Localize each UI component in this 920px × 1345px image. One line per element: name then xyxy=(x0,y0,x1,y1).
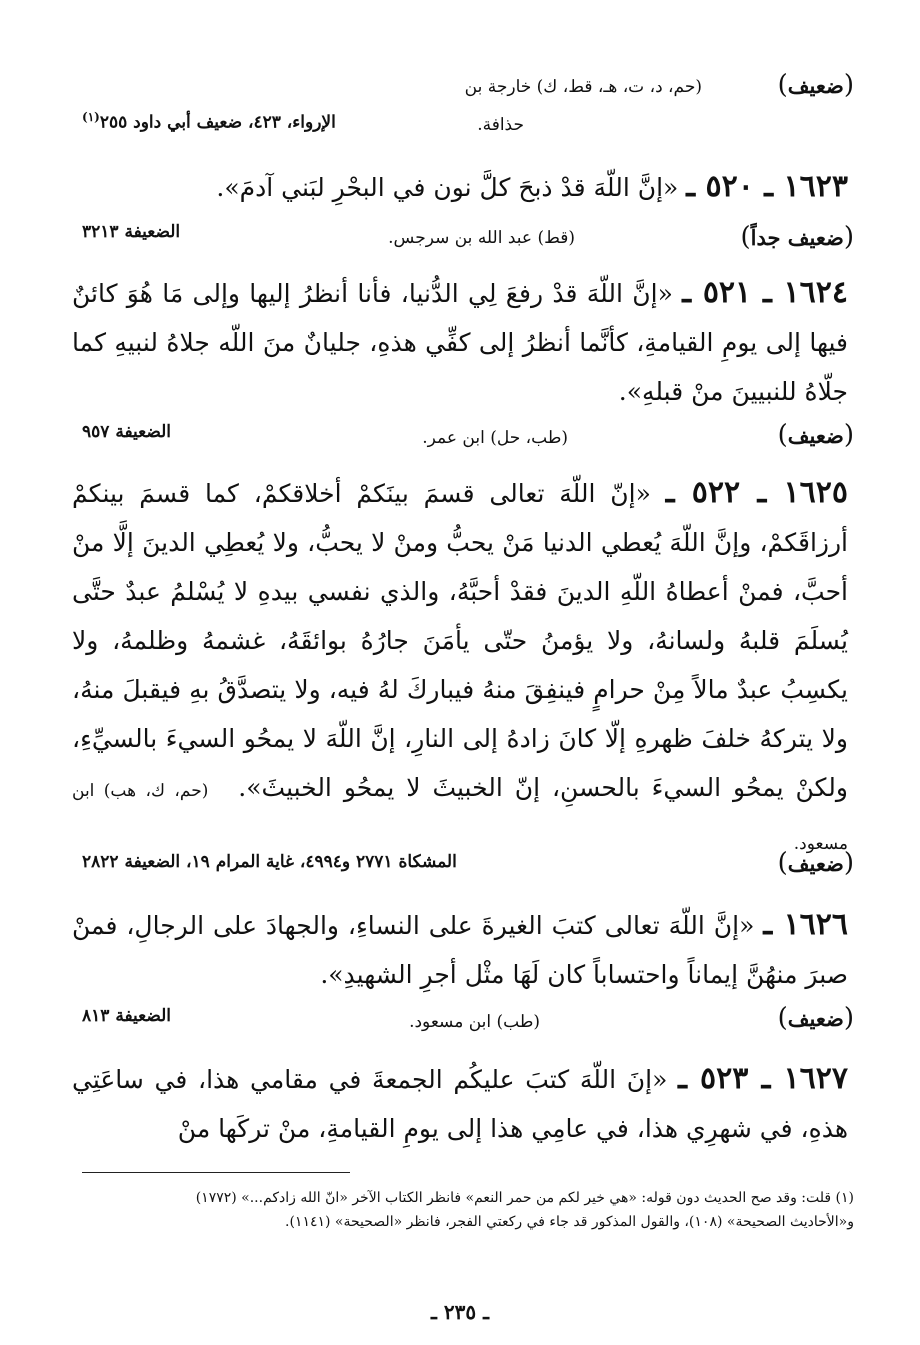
hadith-entry-1624 xyxy=(72,268,848,416)
hadith-entry-1626 xyxy=(72,900,848,999)
hadith-entry-1625 xyxy=(72,468,848,869)
footnote-line: و«الأحاديث الصحيحة» (١٠٨)، والقول المذكور قد جاء في ركعتي الفجر، فانظر «الصحيحة» (١١٤١). xyxy=(285,1214,854,1230)
hadith-number: ١٦٢٧ ـ ٥٢٣ ـ xyxy=(678,1061,848,1096)
hadith-text: «إنَّ اللّهَ قدْ رفعَ لِي الدُّنيا، فأنا أنظرُ إليها وإلى مَا هُوَ كائنٌ فيها إلى يومِ القيامةِ، كأنَّما أنظرُ إلى كفِّي هذهِ، جليانٌ منَ اللّه جلاهُ لنبيهِ كما جلّاهُ للنبيينَ منْ قبلهِ». xyxy=(72,279,848,406)
hadith-text: «إنّ اللّهَ تعالى قسمَ بينَكمْ أخلاقكمْ، كما قسمَ بينكمْ أرزاقَكمْ، وإنَّ اللّهَ يُعطي الدنيا مَنْ يحبُّ ومنْ لا يحبُّ، ولا يُعطِي الدينَ إلَّا منْ أحبَّ، فمنْ أعطاهُ اللّهِ الدينَ فقدْ أحبَّهُ، والذي نفسي بيدهِ لا يُسْلمُ عبدٌ حتَّى يُسلَمَ قلبهُ ولسانهُ، ولا يؤمنُ حتّى يأمَنَ جارُهُ بوائقَهُ، غشمهُ وظلمهُ، ولا يكسِبُ عبدٌ مالاً مِنْ حرامٍ فينفِقَ منهُ فيباركَ لهُ فيه، ولا يتصدَّقُ بهِ فيقبلَ منهُ، ولا يتركهُ خلفَ ظهرهِ إلّا كانَ زادهُ إلى النارِ، إنَّ اللّهَ لا يمحُو السيءَ بالسيِّءِ، ولكنْ يمحُو السيءَ بالحسنِ، إنّ الخبيثَ لا يمحُو الخبيثَ». xyxy=(72,479,848,802)
reference-line: المشكاة ٢٧٧١ و٤٩٩٤، غاية المرام ١٩، الضعيفة ٢٨٢٢ xyxy=(82,852,457,872)
footnote xyxy=(64,1186,854,1234)
hadith-text: «إنَّ اللّهَ تعالى كتبَ الغيرةَ على النساءِ، والجهادَ على الرجالِ، فمنْ صبرَ منهُنَّ إيماناً واحتساباً كان لَهَا مثْل أجرِ الشهيدِ». xyxy=(72,911,848,989)
grade-label: (ضعيف) xyxy=(777,1003,854,1033)
footnote-marker: (١) xyxy=(82,110,100,124)
reference-line: الضعيفة ٣٢١٣ xyxy=(82,222,181,242)
footnote-divider xyxy=(82,1172,350,1173)
grade-label: (ضعيف) xyxy=(777,848,854,878)
reference-line: الضعيفة ٨١٣ xyxy=(82,1006,172,1026)
hadith-text: «إنَ اللّهَ كتبَ عليكُم الجمعةَ في مقامي هذا، في ساعَتِي هذهِ، في شهرِي هذا، في عامِي هذا إلى يومِ القيامةِ، منْ تركَها منْ xyxy=(72,1065,848,1143)
grade-label-top: (ضعيف) xyxy=(777,70,854,100)
hadith-number: ١٦٢٥ ـ ٥٢٢ ـ xyxy=(665,475,848,510)
grade-label: (ضعيف جداً) xyxy=(740,222,854,252)
source-line: (طب، حل) ابن عمر. xyxy=(422,428,568,448)
hadith-entry-1623 xyxy=(72,162,848,212)
grade-label: (ضعيف) xyxy=(777,420,854,450)
hadith-number: ١٦٢٣ ـ ٥٢٠ ـ xyxy=(686,169,848,204)
hadith-number: ١٦٢٤ ـ ٥٢١ ـ xyxy=(682,275,848,310)
hadith-text: «إنَّ اللّهَ قدْ ذبحَ كلَّ نون في البحْرِ لبَني آدمَ». xyxy=(216,173,679,202)
page-number: ـ ٢٣٥ ـ xyxy=(431,1300,489,1324)
source-line: (قط) عبد الله بن سرجس. xyxy=(388,228,575,248)
source-line: (حم، ك، هب) ابن مسعود. xyxy=(72,781,848,854)
hadith-number: ١٦٢٦ ـ xyxy=(763,907,849,942)
source-line: (طب) ابن مسعود. xyxy=(409,1012,540,1032)
source-line-continued: حذافة. xyxy=(477,115,524,135)
source-line: (حم، د، ت، هـ، قط، ك) خارجة بن xyxy=(464,77,702,97)
footnote-line: (١) قلت: وقد صح الحديث دون قوله: «هي خير لكم من حمر النعم» فانظر الكتاب الآخر «انّ الله زادكم...» (١٧٧٢) xyxy=(195,1190,854,1206)
reference-line: الإرواء، ٤٢٣، ضعيف أبي داود ٢٥٥$^{(١)}$ xyxy=(82,110,336,133)
reference-line: الضعيفة ٩٥٧ xyxy=(82,422,172,442)
hadith-entry-1627 xyxy=(72,1054,848,1153)
